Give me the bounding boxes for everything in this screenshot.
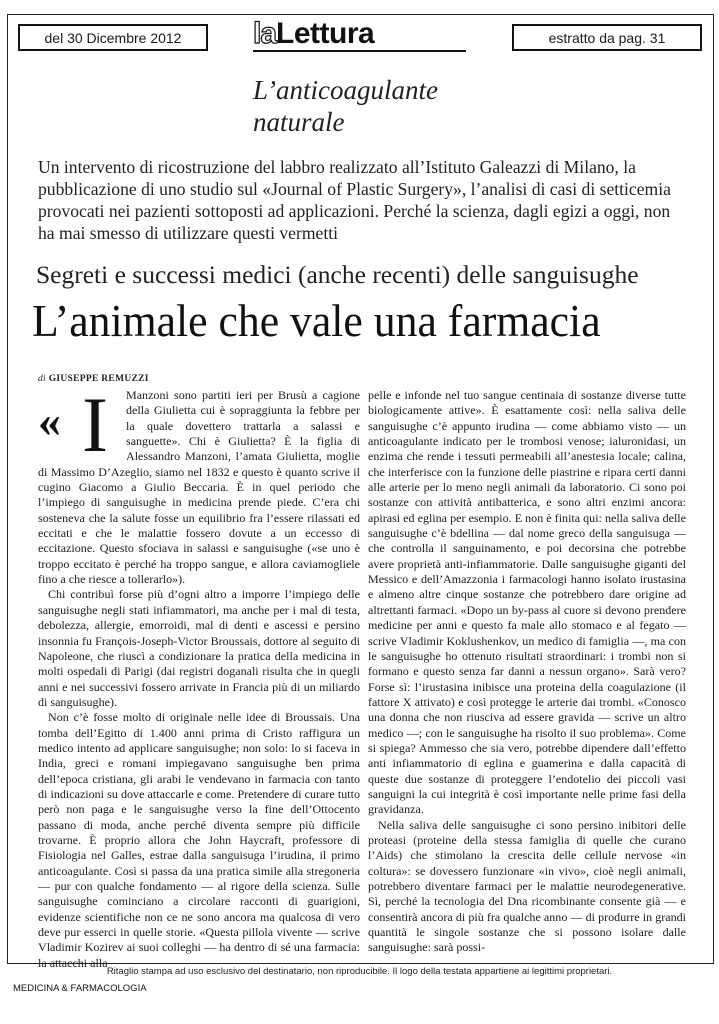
byline-author: GIUSEPPE REMUZZI — [48, 374, 149, 384]
masthead-logo — [253, 19, 468, 49]
article-title: L’animale che vale una farmacia — [32, 295, 601, 346]
summary-lead: Un intervento di ricostruzione del labbro realizzato all’Istituto Galeazzi di Milano, la pubblicazione di uno studio sul «Journal of Plastic Surgery», l’analisi di casi di setticemia provocati nei pazienti sottoposti ad applicazioni. Perché la scienza, dagli egizi a oggi, non ha mai smesso di utilizzare questi vermetti — [38, 157, 671, 243]
page-ref-box — [512, 24, 702, 51]
date-text: del 30 Dicembre 2012 — [44, 29, 182, 46]
article-column-left — [38, 381, 360, 971]
logo-lettura: Lettura — [276, 17, 375, 50]
kicker-line-2: naturale — [253, 107, 345, 137]
kicker-line-1: L’anticoagulante — [253, 75, 438, 105]
dropcap-block — [38, 381, 126, 468]
dropcap-letter: I — [82, 381, 108, 468]
article-column-right — [368, 388, 686, 956]
dropcap-quote: « — [38, 395, 61, 446]
paragraph: Manzoni sono partiti ieri per Brusù a cagione della Giulietta cui è sopraggiunta la febbre per la quale dovettero trattarla a salassi e sanguette». Chi è Giulietta? È la figlia di Alessandro Manzoni, l’amata Giulietta, moglie di Massimo D’Azeglio, siamo nel 1832 e questo è quanto scrive il cugino Giacomo a Giulio Beccaria. È in quel periodo che l’impiego di sanguisughe in medicina prende piede. C’era chi sosteneva che la salute fosse un equilibrio fra l’essere rilassati ed eccitati e che le malattie fossero dovute a un eccesso di eccitazione. Questo sfociava in salassi e sanguisughe («se uno è troppo eccitato è perché ha troppo sangue, e allora caviamogliele fino a che riesce a tollerarlo»). — [38, 388, 360, 587]
kicker — [253, 74, 553, 138]
paragraph: pelle e infonde nel tuo sangue centinaia di sostanze diverse tutte biologicamente attive». È esattamente così: nella saliva delle sanguisughe c’è appunto irudina — come abbiamo visto — un anticoagulante indicato per le trombosi venose; ialuronidasi, un enzima che rende i tessuti permeabili all’anestesia locale; calina, che interferisce con la funzione delle piastrine e ripara certi danni alle arterie per lo meno negli animali da laboratorio. Ci sono poi sostanze con attività antibatterica, e sono altri enzimi ancora: apirasi ed eglina per esempio. E non è finita qui: nella saliva delle sanguisughe c’è bdellina — dal nome greco della sanguisuga — che controlla il sanguinamento, e poi decorsina che potrebbe avere proprietà anti-infiammatorie. Dalle sanguisughe giganti del Messico e dell’Amazzonia i farmacologi hanno isolato irustasina e almeno altre cinque sostanze che potrebbero dare origine ad altrettanti farmaci. «Dopo un by-pass al cuore si devono prendere medicine per anni e questo fa male allo stomaco e al fegato — scrive Vladimir Koklushenkov, un medico di famiglia —, ma con le sanguisughe ho ottenuto risultati straordinari: i trombi non si formano e questo senza far danni a nessun organo». Sarà vero? Forse sì: l’irustasina inibisce una proteina della coagulazione (il fattore X attivato) e così protegge le arterie dai trombi. «Conosco una donna che non riusciva ad essere gravida — scrive un altro medico —; con le sanguisughe ha risolto il suo problema». Come si spiega? Ammesso che sia vero, potrebbe dipendere dall’effetto anti infiammatorio di eglina e guamerina e dalla capacità di queste due sostanze di proteggere l’endotelio dei piccoli vasi sanguigni la cui integrità è così importante nelle prime fasi della gravidanza. — [368, 388, 686, 817]
page-ref-text: estratto da pag. 31 — [548, 29, 666, 46]
paragraph: Chi contribuì forse più d’ogni altro a imporre l’impiego delle sanguisughe negli stati infiammatori, ma anche per i mal di testa, debolezza, allergie, emorroidi, mal di denti e ascessi e persino insonnia fu François-Joseph-Victor Broussais, dottore al seguito di Napoleone, che riuscì a condizionare la pratica della medicina in molti ospedali di Parigi (dai registri doganali risulta che in quegli anni e nei successivi fossero arrivate in Francia più di un miliardo di sanguisughe). — [38, 587, 360, 709]
reproduction-notice: Ritaglio stampa ad uso esclusivo del destinatario, non riproducibile. Il logo della testata appartiene ai legittimi proprietari. — [106, 966, 613, 977]
byline-prefix: di — [38, 374, 46, 384]
logo-underline — [253, 50, 466, 52]
date-box — [18, 24, 208, 51]
overtitle: Segreti e successi medici (anche recenti) delle sanguisughe — [36, 260, 639, 289]
paragraph: Non c’è fosse molto di originale nelle idee di Broussais. Una tomba dell’Egitto di 1.400 anni prima di Cristo raffigura un medico intento ad applicare sanguisughe; non solo: lo si faceva in India, greci e romani impiegavano sanguisughe ben prima dell’epoca cristiana, gli arabi le vendevano in farmacia con tanto di indicazioni su dove attaccarle e come. Pretendere di curare tutto però non paga e le sanguisughe verso la fine dell’Ottocento passano di moda, anche perché diventa sempre più difficile trovarne. È proprio allora che John Haycraft, professore di Fisiologia nel Galles, estrae dalla sanguisuga l’irudina, il primo anticoagulante. Così si passa da una pratica simile alla stregoneria — pur con qualche fondamento — al rigore della scienza. Sulle sanguisughe cominciano a circolare racconti di guarigioni, evidenze scientifiche non ce ne sono ancora ma qualcosa di vero deve pur esserci in quelle storie. «Questa pillola vivente — scrive Vladimir Kozirev ai suoi colleghi — ha dentro di sé una farmacia: la attacchi alla — [38, 710, 360, 970]
category-label: MEDICINA & FARMACOLOGIA — [13, 983, 147, 994]
paragraph: Nella saliva delle sanguisughe ci sono persino inibitori delle proteasi (proteine della stessa famiglia di quelle che curano l’Aids) che stimolano la crescita delle cellule nervose «in coltura»: se dovessero funzionare «in vivo», cioè negli animali, potrebbero diventare farmaci per le malattie neurodegenerative. Sì, perché la tecnologia del Dna ricombinante consente già — e consentirà ancora di più fra qualche anno — di produrre in grandi quantità le singole sostanze che si possono isolare dalle sanguisughe: sarà possi- — [368, 817, 686, 955]
logo-la: la — [253, 17, 277, 50]
